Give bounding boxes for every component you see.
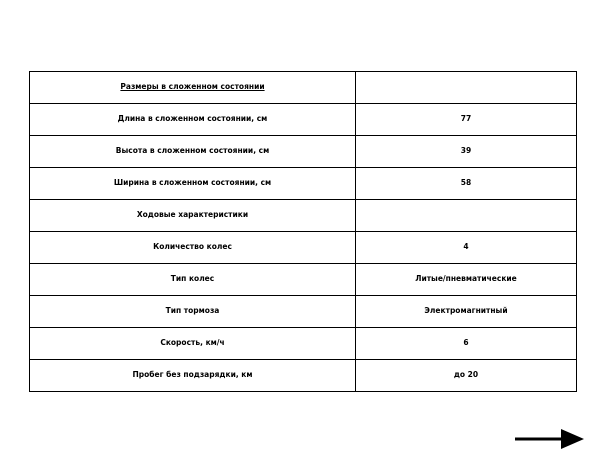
spec-value: 58 bbox=[356, 168, 577, 200]
spec-label: Ширина в сложенном состоянии, см bbox=[30, 168, 356, 200]
table-row bbox=[30, 232, 577, 264]
spec-label: Высота в сложенном состоянии, см bbox=[30, 136, 356, 168]
section-heading-driving-characteristics: Ходовые характеристики bbox=[136, 210, 249, 220]
section-value-cell bbox=[356, 72, 577, 104]
table-row bbox=[30, 296, 577, 328]
section-value-cell bbox=[356, 200, 577, 232]
table-row bbox=[30, 360, 577, 392]
spec-table bbox=[29, 71, 577, 392]
spec-value: Литые/пневматические bbox=[356, 264, 577, 296]
spec-label: Тип тормоза bbox=[30, 296, 356, 328]
section-heading-folded-dimensions: Размеры в сложенном состоянии bbox=[120, 82, 265, 92]
table-row-section-folded-dimensions bbox=[30, 72, 577, 104]
spec-value: Электромагнитный bbox=[356, 296, 577, 328]
arrow-right-icon[interactable] bbox=[515, 428, 585, 450]
spec-value: 39 bbox=[356, 136, 577, 168]
spec-value: 6 bbox=[356, 328, 577, 360]
table-row bbox=[30, 328, 577, 360]
spec-label: Пробег без подзарядки, км bbox=[30, 360, 356, 392]
table-row-section-driving-characteristics bbox=[30, 200, 577, 232]
spec-label: Скорость, км/ч bbox=[30, 328, 356, 360]
table-row bbox=[30, 104, 577, 136]
spec-label: Количество колес bbox=[30, 232, 356, 264]
table-row bbox=[30, 264, 577, 296]
section-heading-cell bbox=[30, 72, 356, 104]
spec-value: 4 bbox=[356, 232, 577, 264]
spec-label: Длина в сложенном состоянии, см bbox=[30, 104, 356, 136]
spec-label: Тип колес bbox=[30, 264, 356, 296]
section-heading-cell bbox=[30, 200, 356, 232]
spec-value: до 20 bbox=[356, 360, 577, 392]
spec-value: 77 bbox=[356, 104, 577, 136]
table-row bbox=[30, 136, 577, 168]
table-row bbox=[30, 168, 577, 200]
